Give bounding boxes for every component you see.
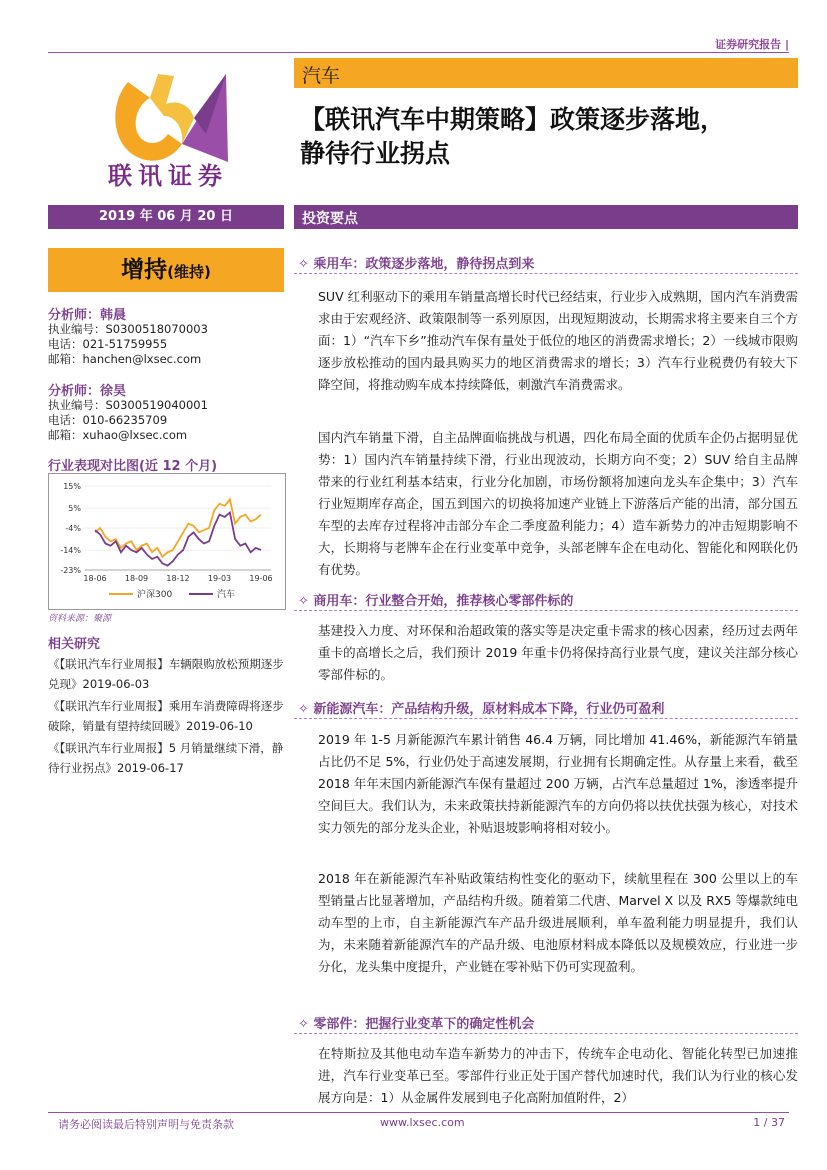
x-tick-label: 18-09	[124, 574, 149, 583]
page-number: 1 / 37	[753, 1116, 785, 1129]
x-tick-label: 18-06	[83, 574, 107, 583]
paragraph: SUV 红利驱动下的乘用车销量高增长时代已经结束，行业步入成熟期，国内汽车消费需求由于宏观经济、政策限制等一系列原因，出现短期波动，长期需求将主要来自三个方面：1）“汽车下乡”推动汽车保有量处于低位的地区的消费需求增长；2）一线城市限购逐步放松推动的国内最具购买力的地区消费需求的增长；3）汽车行业税费仍有较大下降空间，将推动购车成本持续降低，刺激汽车消费需求。	[318, 289, 798, 392]
chart-source: 资料来源：聚源	[48, 614, 112, 624]
paragraph: 基建投入力度、对环保和治超政策的落实等是决定重卡需求的核心因素，经历过去两年重卡的高增长之后，我们预计 2019 年重卡仍将保持高行业景气度，建议关注部分核心零部件标的。	[318, 623, 798, 682]
rating-sub: (维持)	[167, 263, 211, 281]
y-tick-label: 5%	[68, 504, 81, 514]
x-tick-label: 19-03	[207, 574, 232, 583]
title-line-1: 【联讯汽车中期策略】政策逐步落地，	[300, 105, 726, 134]
report-title	[300, 103, 800, 171]
section-divider	[294, 610, 798, 612]
y-tick-label: 15%	[63, 482, 81, 491]
rating-box	[48, 248, 284, 292]
related-item[interactable]: 《【联讯汽车行业周报】车辆限购放松预期逐步兑现》2019-06-03	[48, 657, 284, 691]
disclaimer-link[interactable]: 请务必阅读最后特别声明与免责条款	[58, 1118, 234, 1131]
analyst-1-cert: 执业编号：S0300518070003	[48, 322, 208, 336]
section-heading: ✧ 商用车：行业整合开始，推荐核心零部件标的	[298, 594, 574, 609]
x-tick-label: 18-12	[166, 574, 190, 583]
paragraph: 在特斯拉及其他电动车造车新势力的冲击下，传统车企电动化、智能化转型已加速推进，汽车行业变革已至。零部件行业正处于国产替代加速时代，我们认为行业的核心发展方向是：1）从金属件发展到电子化高附加值附件，2）	[318, 1046, 798, 1105]
legend-label: 汽车	[217, 590, 236, 600]
analyst-2-email[interactable]: 邮箱：xuhao@lxsec.com	[48, 428, 188, 442]
brand-name: 联讯证券	[108, 162, 228, 190]
rating-main: 增持	[121, 257, 168, 283]
analyst-2-info	[48, 398, 208, 443]
analyst-2-cert: 执业编号：S0300519040001	[48, 398, 208, 412]
y-tick-label: -14%	[60, 546, 81, 556]
invest-banner	[294, 205, 798, 229]
section-divider	[294, 718, 798, 720]
related-item[interactable]: 《【联讯汽车行业周报】乘用车消费障碍将逐步破除，销量有望持续回暖》2019-06-10	[48, 699, 284, 733]
title-line-2: 静待行业拐点	[300, 139, 451, 168]
paragraph: 2018 年在新能源汽车补贴政策结构性变化的驱动下，续航里程在 300 公里以上的车型销量占比显著增加，产品结构升级。随着第二代唐、Marvel X 以及 RX5 等爆款纯电动车型的上市，自主新能源汽车产品升级进展顺利，单车盈利能力明显提升，我们认为，未来随着新能源汽车的产品升级、电池原材料成本降低以及规模效应，行业进一步分化，龙头集中度提升，产业链在零补贴下仍可实现盈利。	[318, 871, 798, 974]
section-divider	[294, 1033, 798, 1035]
chart-svg	[49, 474, 285, 609]
legend-label: 沪深300	[137, 590, 173, 600]
related-item[interactable]: 《【联讯汽车行业周报】5 月销量继续下滑，静待行业拐点》2019-06-17	[48, 741, 284, 775]
analyst-1-email[interactable]: 邮箱：hanchen@lxsec.com	[48, 352, 202, 366]
sector-banner	[294, 58, 798, 88]
chart-title: 行业表现对比图(近 12 个月)	[48, 459, 218, 474]
analyst-2-phone: 电话：010-66235709	[48, 413, 168, 427]
section-divider	[294, 273, 798, 275]
y-tick-label: -23%	[60, 566, 81, 575]
paragraph: 国内汽车销量下滑，自主品牌面临挑战与机遇，四化布局全面的优质车企仍占据明显优势：1）国内汽车销量持续下滑，行业出现波动，长期方向不变；2）SUV 给自主品牌带来的行业红利基本结束，行业分化加剧，市场份额将加速向龙头车企集中；3）汽车行业短期库存高企，国五到国六的切换将加速产业链上下游落后产能的出清，部分国五车型的去库存过程将冲击部分车企二季度盈利能力；4）造车新势力的冲击短期影响不大，长期将与老牌车企在行业变革中竞争，头部老牌车企在电动化、智能化和网联化仍有优势。	[318, 430, 798, 577]
analyst-1-info	[48, 322, 208, 367]
website-link[interactable]: www.lxsec.com	[380, 1116, 465, 1129]
sector-label: 汽车	[302, 65, 341, 87]
related-research-title: 相关研究	[48, 637, 101, 652]
paragraph: 2019 年 1-5 月新能源汽车累计销售 46.4 万辆，同比增加 41.46%，新能源汽车销量占比仍不足 5%，行业仍处于高速发展期，行业拥有长期确定性。从存量上来看，截至 2018 年年末国内新能源汽车保有量超过 200 万辆，占汽车总量超过 1%，渗透率提升空间巨大。我们认为，未来政策扶持新能源汽车的方向仍将以扶优扶强为核心，对技术实力领先的部分龙头企业，补贴退坡影响将相对较小。	[318, 732, 798, 835]
series-line-1	[95, 513, 261, 566]
section-heading: ✧ 零部件：把握行业变革下的确定性机会	[298, 1017, 535, 1032]
section-heading: ✧ 新能源汽车：产品结构升级，原材料成本下降，行业仍可盈利	[298, 702, 665, 717]
footer-divider	[48, 1112, 789, 1113]
report-date: 2019 年 06 月 20 日	[48, 205, 284, 229]
header-divider	[48, 52, 789, 53]
analyst-2-name: 分析师：徐昊	[48, 384, 127, 399]
y-tick-label: -4%	[65, 524, 81, 533]
x-tick-label: 19-06	[249, 574, 273, 583]
analyst-1-name: 分析师：韩晨	[48, 308, 127, 323]
analyst-1-phone: 电话：021-51759955	[48, 337, 168, 351]
performance-chart	[48, 473, 286, 610]
report-type-tag: 证券研究报告 |	[715, 38, 789, 51]
invest-title: 投资要点	[302, 211, 358, 227]
section-heading: ✧ 乘用车：政策逐步落地，静待拐点到来	[298, 257, 535, 272]
